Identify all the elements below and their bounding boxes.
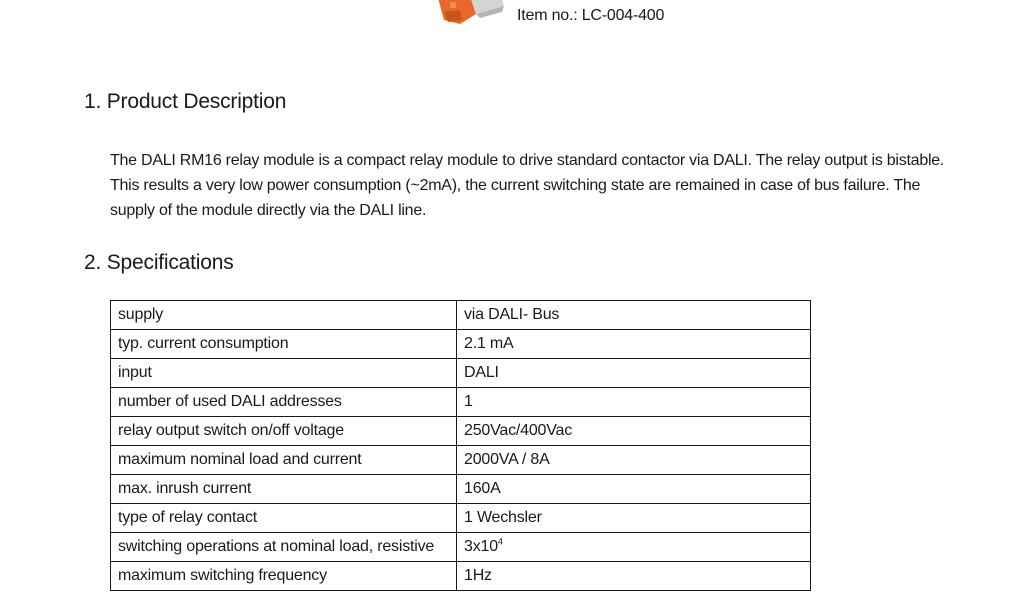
- spec-param: number of used DALI addresses: [111, 388, 457, 417]
- spec-param: typ. current consumption: [111, 330, 457, 359]
- spec-value: 1: [457, 388, 811, 417]
- spec-param: type of relay contact: [111, 504, 457, 533]
- table-row: [111, 301, 811, 330]
- table-row: [111, 533, 811, 562]
- item-number: Item no.: LC-004-400: [517, 7, 665, 24]
- table-row: [111, 475, 811, 504]
- table-row: [111, 446, 811, 475]
- spec-value-exponent: 4: [497, 536, 503, 547]
- spec-param: switching operations at nominal load, resistive: [111, 533, 457, 562]
- spec-param: maximum nominal load and current: [111, 446, 457, 475]
- spec-value: 1 Wechsler: [457, 504, 811, 533]
- spec-param: maximum switching frequency: [111, 562, 457, 591]
- spec-value: 160A: [457, 475, 811, 504]
- spec-param: supply: [111, 301, 457, 330]
- spec-value: 2000VA / 8A: [457, 446, 811, 475]
- table-row: [111, 388, 811, 417]
- spec-value-base: 3x10: [464, 538, 498, 555]
- section-title-specifications: 2. Specifications: [84, 251, 234, 274]
- section-title-product-description: 1. Product Description: [84, 90, 287, 113]
- table-row: [111, 330, 811, 359]
- product-image: [430, 0, 510, 28]
- spec-value: 2.1 mA: [457, 330, 811, 359]
- spec-value: [457, 533, 811, 562]
- table-row: [111, 359, 811, 388]
- product-description-text: The DALI RM16 relay module is a compact relay module to drive standard contactor via DALI. The relay output is bistable. This results a very low power consumption (~2mA), the current switching state are remained in case of bus failure. The supply of the module directly via the DALI line.: [110, 152, 945, 219]
- table-row: [111, 417, 811, 446]
- spec-param: relay output switch on/off voltage: [111, 417, 457, 446]
- table-row: [111, 504, 811, 533]
- spec-value: via DALI- Bus: [457, 301, 811, 330]
- spec-value: 1Hz: [457, 562, 811, 591]
- specifications-table: [110, 300, 811, 591]
- spec-param: max. inrush current: [111, 475, 457, 504]
- spec-value: 250Vac/400Vac: [457, 417, 811, 446]
- table-row: [111, 562, 811, 591]
- spec-value: DALI: [457, 359, 811, 388]
- spec-param: input: [111, 359, 457, 388]
